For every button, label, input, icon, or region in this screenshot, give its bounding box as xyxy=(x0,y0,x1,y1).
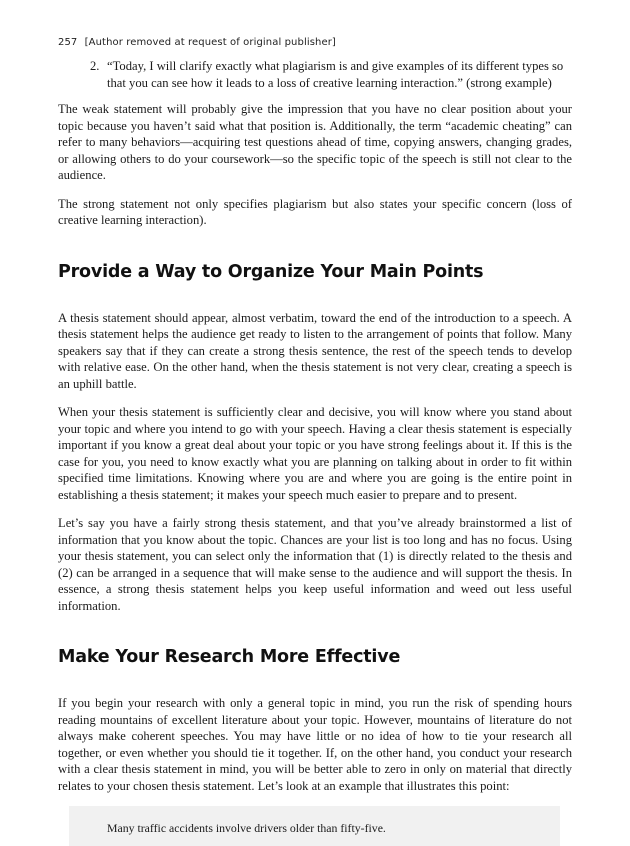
paragraph: The strong statement not only specifies plagiarism but also states your specific concern (loss of creative learning interaction). xyxy=(58,196,572,227)
paragraph: If you begin your research with only a general topic in mind, you run the risk of spending hours reading mountains of excellent literature about your topic. However, mountains of literature do not always make coherent speeches. You may have little or no idea of how to tie your research all together, or even whether you should tie it together. If, on the other hand, you conduct your research with a clear thesis statement in mind, you will be better able to zero in only on material that directly relates to your chosen thesis statement. Let’s look at an example that illustrates this point: xyxy=(58,696,572,793)
running-title: [Author removed at request of original publisher] xyxy=(84,37,336,48)
section-heading-research: Make Your Research More Effective xyxy=(58,647,401,667)
paragraph: A thesis statement should appear, almost verbatim, toward the end of the introduction to a speech. A thesis statement helps the audience get ready to listen to the arrangement of points that follow. Many speakers say that if they can create a strong thesis sentence, the rest of the speech tends to develop with relative ease. On the other hand, when the thesis statement is not very clear, creating a speech is an uphill battle. xyxy=(58,310,572,391)
page-header xyxy=(58,37,336,48)
example-text: Many traffic accidents involve drivers older than fifty-five. xyxy=(107,821,386,835)
section-heading-organize: Provide a Way to Organize Your Main Points xyxy=(58,261,484,282)
page-body xyxy=(58,58,572,846)
paragraph: Let’s say you have a fairly strong thesis statement, and that you’ve already brainstormed a list of information that you know about the topic. Chances are your list is too long and has no focus. Using your thesis statement, you can select only the information that (1) is directly related to the thesis and (2) can be arranged in a sequence that will make sense to the audience and will support the thesis. In essence, a strong thesis statement helps you keep useful information and weed out less useful information. xyxy=(58,516,572,613)
example-box xyxy=(69,806,560,846)
list-item-text: “Today, I will clarify exactly what plagiarism is and give examples of its different types so that you can see how it leads to a loss of creative learning interaction.” (strong example) xyxy=(107,59,564,90)
paragraph: When your thesis statement is sufficiently clear and decisive, you will know where you stand about your topic and where you intend to go with your speech. Having a clear thesis statement is especially important if you know a great deal about your topic or you have strong feelings about it. If this is the case for you, you need to know exactly what you are planning on talking about in order to fit within specified time limitations. Knowing where you are and where you are going is the entire point in establishing a thesis statement; it makes your speech much easier to prepare and to present. xyxy=(58,405,572,502)
page-number: 257 xyxy=(58,37,78,48)
list-item xyxy=(58,58,572,91)
paragraph: The weak statement will probably give the impression that you have no clear position about your topic because you haven’t said what that position is. Additionally, the term “academic cheating” can refer to many behaviors—acquiring test questions ahead of time, copying answers, changing grades, or allowing others to do your coursework—so the specific topic of the speech is still not clear to the audience. xyxy=(58,102,572,182)
list-item-number: 2. xyxy=(90,59,100,73)
